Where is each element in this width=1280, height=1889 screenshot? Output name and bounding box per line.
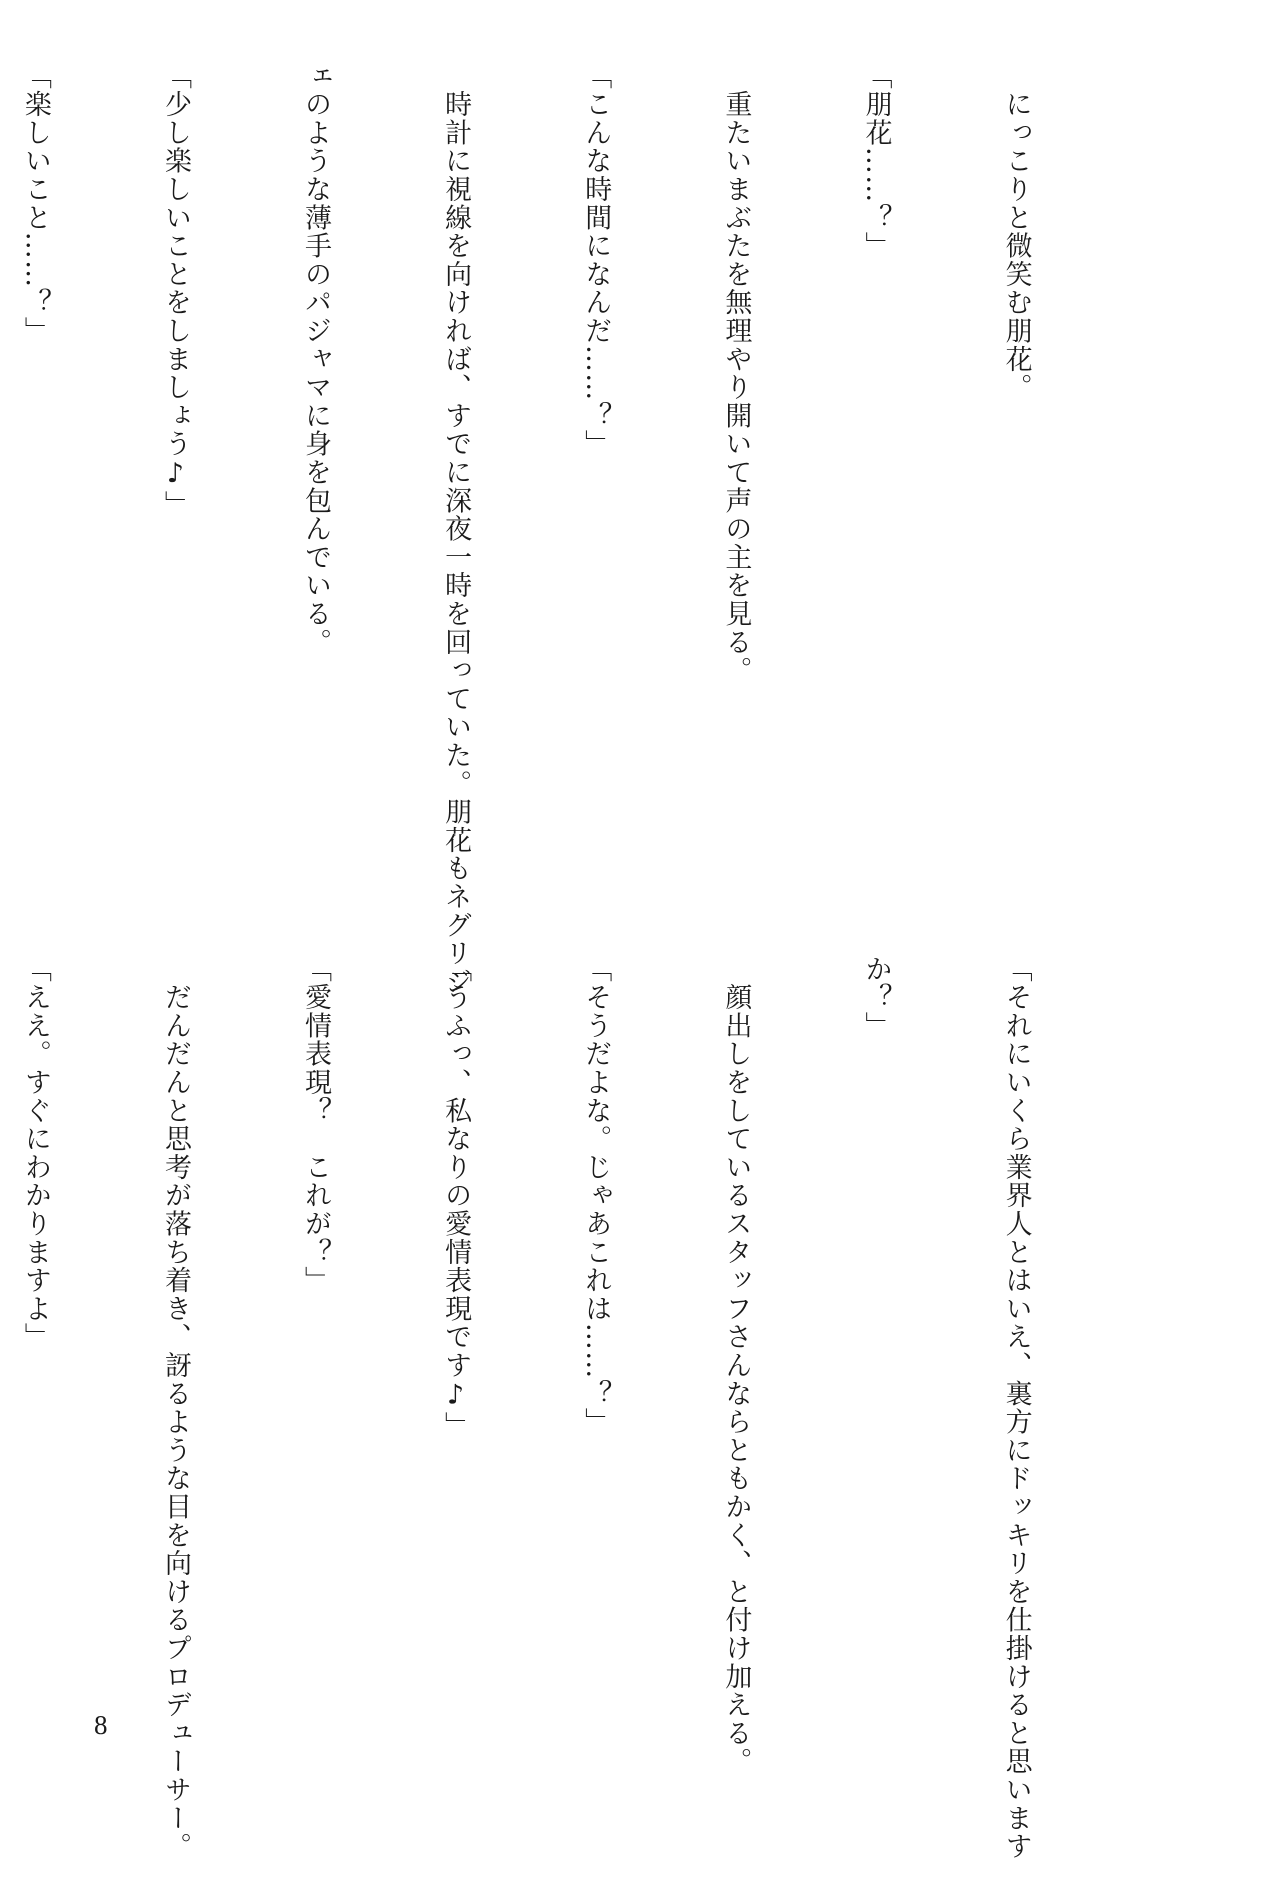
text-line: にっこりと微笑む朋花。 [1000, 62, 1032, 402]
text-line: ェのような薄手のパジャマに身を包んでいる。 [300, 62, 332, 657]
text-line: 「こんな時間になんだ……？」 [580, 62, 612, 459]
upper-text-block [0, 62, 1132, 996]
lower-text-block [0, 955, 1132, 1861]
page-number: 8 [94, 1710, 108, 1740]
text-line: 「ええ。すぐにわかりますよ」 [19, 955, 51, 1352]
text-line: 重たいまぶたを無理やり開いて声の主を見る。 [720, 62, 752, 685]
text-line: 「それにいくら業界人とはいえ、裏方にドッキリを仕掛けると思います [1000, 955, 1032, 1861]
text-line: 時計に視線を向ければ、すでに深夜一時を回っていた。朋花もネグリジ [440, 62, 472, 996]
text-line: だんだんと思考が落ち着き、訝るような目を向けるプロデューサー。 [159, 955, 191, 1861]
text-line: 「朋花……？」 [860, 62, 892, 261]
text-line: 「楽しいこと……？」 [19, 62, 51, 345]
text-line: か？」 [860, 955, 892, 1040]
text-line: 顔出しをしているスタッフさんならともかく、と付け加える。 [720, 955, 752, 1776]
text-line: 「愛情表現？ これが？」 [300, 955, 332, 1295]
text-line: 「うふっ、私なりの愛情表現です♪」 [440, 955, 472, 1441]
text-line: 「そうだよな。じゃあこれは……？」 [580, 955, 612, 1437]
text-line: 「少し楽しいことをしましょう♪」 [159, 62, 191, 519]
